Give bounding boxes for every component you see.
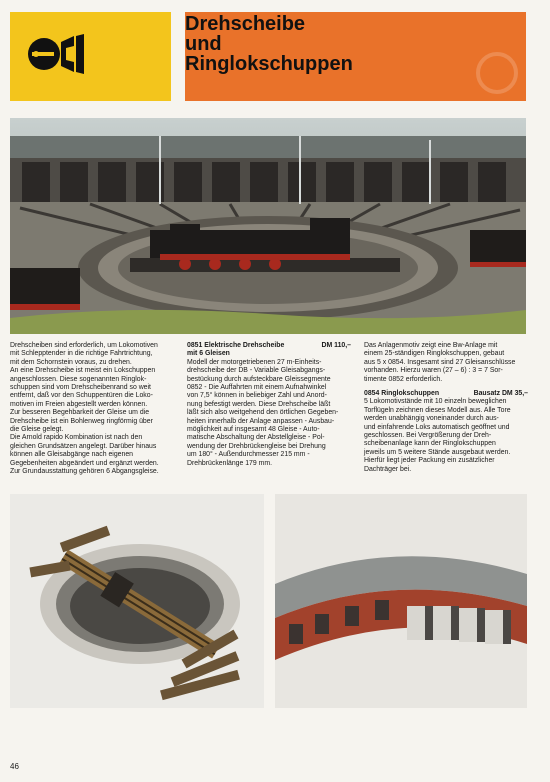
roundhouse-heading (364, 390, 528, 398)
intro-text-column (10, 342, 174, 477)
roundhouse-text-column (364, 342, 528, 474)
roundhouse-heading-title: 0854 Ringlokschuppen (364, 390, 440, 398)
page-title (185, 14, 353, 74)
page-number: 46 (10, 762, 19, 771)
turntable-heading-title: 0851 Elektrische Drehscheibe (187, 342, 285, 349)
intro-paragraph-1: Drehscheiben sind erforderlich, um Lokomotiven mit Schlepptender in die richtige Fahrtrichtung, mit dem Schornstein voraus, zu drehen. (10, 342, 158, 366)
title-line-3: Ringlokschuppen (185, 53, 353, 75)
turntable-description: Modell der motorgetriebenen 27 m-Einheits- drehscheibe der DB - Variable Gleisabgangs- bestückung durch aufsteckbare Gleissegmente 0852 - Die Auffahrten mit einem Aufnahwinkel von 7,5° können in beliebiger Zahl und Anord- nung befestigt werden. Diese Drehscheibe läßt läßt sich also weitgehend den örtlichen Gegeben- heiten innerhalb der Anlage anpassen - Ausbau- möglichkeit auf insgesamt 48 Gleise - Auto- matische Abschaltung der Abstellgleise - Pol- wendung der Drehbrückengleise bei Drehung um 180° - Außendurchmesser 215 mm - Drehbrückenlänge 179 mm. (187, 358, 339, 467)
turntable-heading (187, 342, 351, 350)
title-line-1: Drehscheibe (185, 13, 306, 35)
logo-box (10, 12, 171, 101)
roundhouse-layout-photo (10, 118, 526, 334)
circle-icon (476, 52, 518, 94)
title-line-2: und (185, 33, 222, 55)
intro-paragraph-4: Die Arnold rapido Kombination ist nach den gleichen Grundsätzen angelegt. Darüber hinaus können alle Gleisabgänge nach eigenen Gegebenheiten abgeändert und ergänzt werden. (10, 434, 159, 467)
roundhouse-heading-price: Bausatz DM 35,– (473, 390, 528, 398)
intro-paragraph-5: Zur Grundausstattung gehören 6 Abgangsgleise. (10, 468, 159, 476)
intro-paragraph-2: An eine Drehscheibe ist meist ein Lokschuppen angeschlossen. Diese sogenannten Ringlok- schuppen sind vom Drehscheibenrand so weit entfernt, daß vor den Schuppentüren die Loko- motiven im Freien abgestellt werden können. (10, 367, 156, 408)
turntable-heading-price: DM 110,– (321, 342, 351, 349)
turntable-heading-sub: mit 6 Gleisen (187, 350, 230, 358)
turntable-track-icon (28, 34, 86, 74)
turntable-text-column (187, 342, 351, 468)
turntable-model-photo (10, 494, 264, 708)
title-box (185, 12, 526, 101)
intro-paragraph-3: Zur besseren Begehbarkeit der Gleise um die Drehscheibe ist ein Bohlenweg ringförmig über die Gleise gelegt. (10, 409, 153, 434)
layout-intro: Das Anlagenmotiv zeigt eine Bw-Anlage mit einem 25-ständigen Ringlokschuppen, gebaut aus 5 x 0854. Insgesamt sind 27 Gleisanschlüsse vorhanden. Hierzu waren (27 – 6) : 3 = 7 Sor- timente 0852 erforderlich. (364, 342, 516, 383)
roundhouse-model-photo (275, 494, 527, 708)
roundhouse-description: 5 Lokomotivstände mit 10 einzeln beweglichen Torflügeln zeichnen dieses Modell aus. Alle Tore werden unabhängig voneinander durch aus- und einfahrende Loks automatisch geöffnet und geschlossen. Bei Vergrößerung der Dreh- scheibenanlage kann der Ringlokschuppen jeweils um 5 weitere Stände ausgebaut werden. Hierfür liegt jeder Packung ein zusätzlicher Dachträger bei. (364, 398, 511, 473)
